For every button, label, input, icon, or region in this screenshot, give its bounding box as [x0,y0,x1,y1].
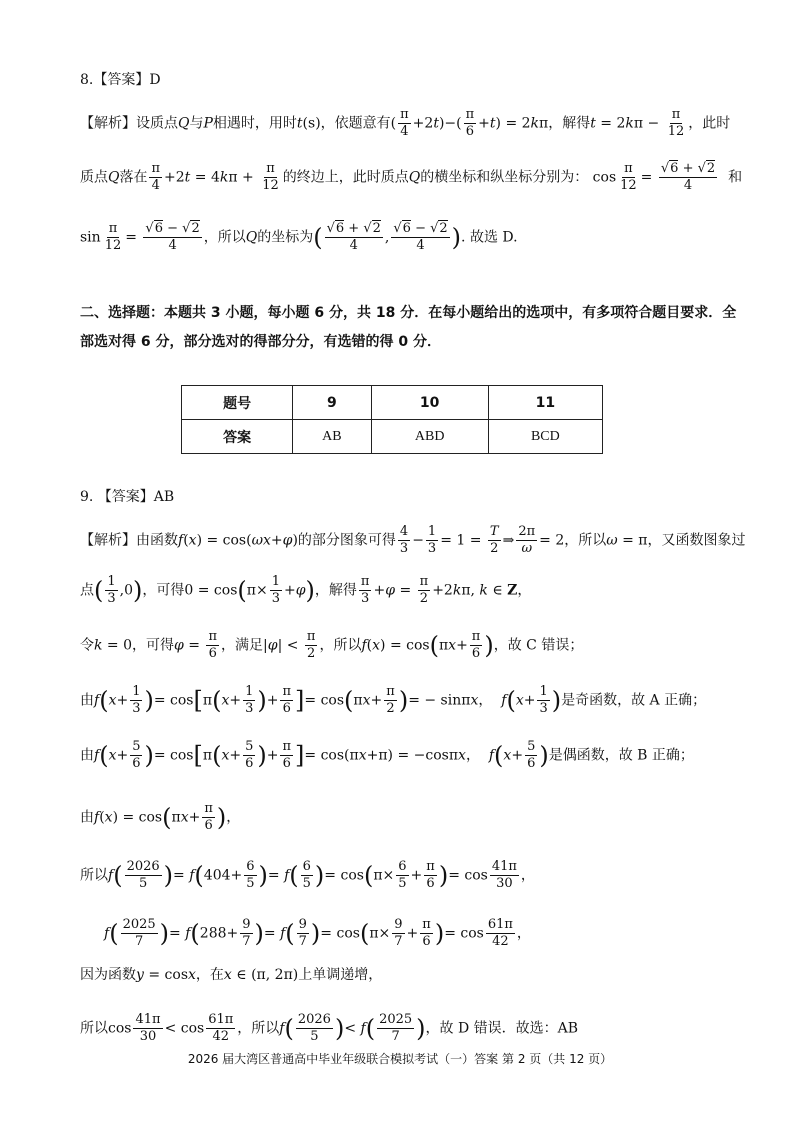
q9-analysis-line8: f( $\frac{2025}{7}$ )= f(288+ $\frac{9}{7}$ )= f( $\frac{9}{7}$ )= cos(π× $\frac{9}{7}$ + $\frac{\pi}{6}$ )= cos $\frac{61\pi}{42}$ ， [104,917,531,949]
table-cell: 答案 [182,420,293,454]
table-header-cell: 10 [371,386,488,420]
q9-analysis-line5: 由f(x+ $\frac{5}{6}$ )= cos[π(x+ $\frac{5}{6}$ )+ $\frac{\pi}{6}$ ]= cos(πx+π) = −cosπx， f(x+ $\frac{5}{6}$ )是偶函数，故 B 正确； [80,739,694,771]
q8-answer-heading: 8.【答案】D [80,72,161,88]
page-footer: 2026 届大湾区普通高中毕业年级联合模拟考试（一）答案 第 2 页（共 12 页） [187,1052,613,1066]
q8-analysis-line3: sin $\frac{\pi}{12}$ = $\frac{√6 - √2}{4}$ ，所以Q的坐标为( $\frac{√6 + √2}{4}$ , $\frac{√6 - √2}{4}$ ). 故选 D. [80,221,518,253]
table-header-cell: 题号 [182,386,293,420]
q9-analysis-line6: 由f(x) = cos(πx+ $\frac{\pi}{6}$ )， [80,801,241,833]
q8-analysis-line2: 质点Q落在 $\frac{\pi}{4}$ +2t = 4kπ + $\frac{\pi}{12}$ 的终边上，此时质点Q的横坐标和纵坐标分别为： cos $\frac{\pi}{12}$ = $\frac{√6 + √2}{4}$ 和 [80,161,743,193]
q9-analysis-line10: 所以cos $\frac{41\pi}{30}$ < cos $\frac{61\pi}{42}$ ，所以f( $\frac{2026}{5}$ )< f( $\frac{2025}{7}$ )，故 D 错误．故选：AB [80,1012,579,1044]
table-cell: ABD [371,420,488,454]
q9-analysis-line7: 所以f( $\frac{2026}{5}$ )= f(404+ $\frac{6}{5}$ )= f( $\frac{6}{5}$ )= cos(π× $\frac{6}{5}$ + $\frac{\pi}{6}$ )= cos $\frac{41\pi}{30}$ ， [80,859,535,891]
q9-answer-heading: 9. 【答案】AB [80,489,175,505]
q9-analysis-line2: 点( $\frac{1}{3}$ ,0)，可得0 = cos(π× $\frac{1}{3}$ +φ)，解得 $\frac{\pi}{3}$ +φ = $\frac{\pi}{2}$ +2kπ, k ∈ Z， [80,574,532,606]
section2-instructions-line1: 二、选择题：本题共 3 小题，每小题 6 分，共 18 分．在每小题给出的选项中，有多项符合题目要求．全 [80,305,737,321]
q9-analysis-line9: 因为函数y = cosx，在x ∈ (π, 2π)上单调递增， [80,967,383,983]
table-cell: BCD [488,420,602,454]
q9-analysis-line4: 由f(x+ $\frac{1}{3}$ )= cos[π(x+ $\frac{1}{3}$ )+ $\frac{\pi}{6}$ ]= cos(πx+ $\frac{\pi}{2}$ )= − sinπx， f(x+ $\frac{1}{3}$ )是奇函数，故 A 正确； [80,684,707,716]
table-header-cell: 9 [293,386,371,420]
answer-table-row [182,420,603,454]
answer-table-header-row [182,386,603,420]
q8-analysis-line1: 【解析】设质点Q与P相遇时，用时t(s)，依题意有( $\frac{\pi}{4}$ +2t)−( $\frac{\pi}{6}$ +t) = 2kπ，解得t = 2kπ − $\frac{\pi}{12}$ ，此时 [80,107,731,139]
answer-table [181,385,603,454]
section2-instructions-line2: 部选对得 6 分，部分选对的得部分分，有选错的得 0 分． [80,334,441,350]
table-header-cell: 11 [488,386,602,420]
table-cell: AB [293,420,371,454]
q9-analysis-line3: 令k = 0，可得φ = $\frac{\pi}{6}$ ，满足|φ| < $\frac{\pi}{2}$ ，所以f(x) = cos(πx+ $\frac{\pi}{6}$ )，故 C 错误； [80,629,584,661]
q9-analysis-line1: 【解析】由函数f(x) = cos(ωx+φ)的部分图象可得 $\frac{4}{3}$ − $\frac{1}{3}$ = 1 = $\frac{T}{2}$ ⇒ $\frac{2\pi}{\omega}$ = 2，所以ω = π，又函数图象过 [80,524,746,556]
